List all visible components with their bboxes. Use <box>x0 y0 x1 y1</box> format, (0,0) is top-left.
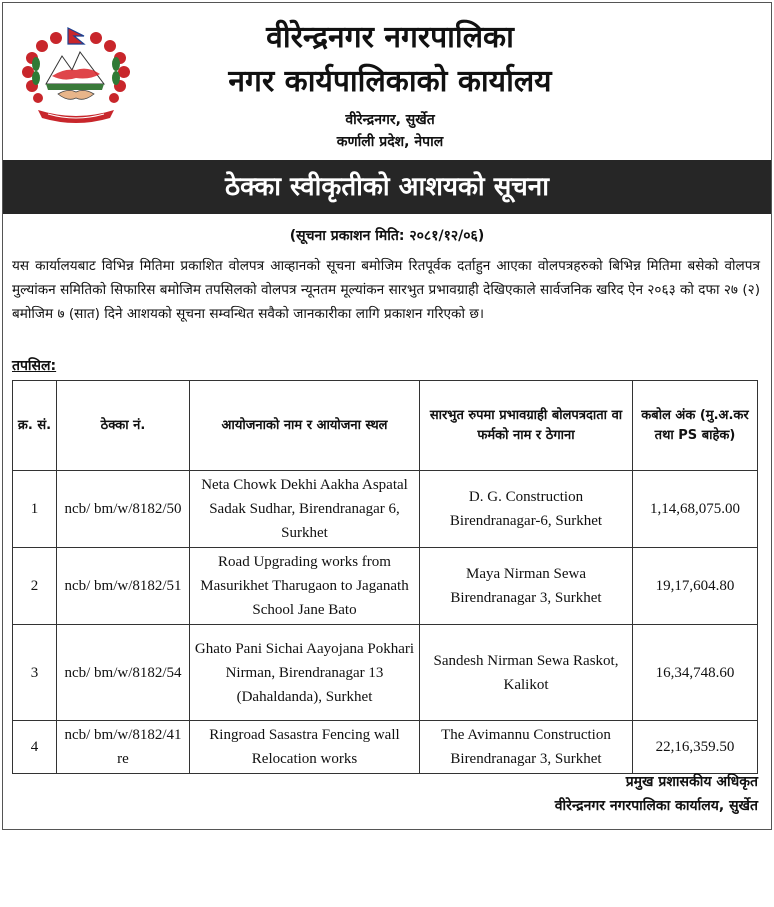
row-sn: 4 <box>13 721 57 774</box>
row-amount: 19,17,604.80 <box>633 548 758 625</box>
row-amount: 1,14,68,075.00 <box>633 471 758 548</box>
header-amount: कबोल अंक (मु.अ.कर तथा PS बाहेक) <box>633 381 758 471</box>
row-bidder: The Avimannu Construction Birendranagar 3, Surkhet <box>420 721 633 774</box>
publication-date: (सूचना प्रकाशन मिति: २०८१/१२/०६) <box>289 228 485 244</box>
office-title-line1: वीरेन्द्रनगर नगरपालिका <box>266 20 514 55</box>
row-bidder: Sandesh Nirman Sewa Raskot, Kalikot <box>420 625 633 721</box>
notice-heading-banner: ठेक्का स्वीकृतीको आशयको सूचना <box>3 160 771 214</box>
row-bidder: D. G. Construction Birendranagar-6, Surkhet <box>420 471 633 548</box>
office-title-line2: नगर कार्यपालिकाको कार्यालय <box>228 64 552 99</box>
notice-body: यस कार्यालयबाट विभिन्न मितिमा प्रकाशित वोलपत्र आव्हानको सूचना बमोजिम रितपूर्वक दर्ताहुन आएका वोलपत्रहरुको बिभिन्न मितिमा बसेको वोलपत्र मुल्यांकन समितिको सिफारिस बमोजिम तपसिलको वोलपत्र न्यूनतम मूल्यांकन सारभुत प्रभावग्राही देखिएकाले सार्वजनिक खरिद ऐन २०६३ को दफा २७ (२) बमोजिम ७ (सात) दिने आशयको सूचना सम्वन्धित सवैको जानकारीका लागि प्रकाशन गरिएको छ। <box>12 258 760 322</box>
table-header-row <box>13 381 758 471</box>
address-line2: कर्णाली प्रदेश, नेपाल <box>336 134 444 150</box>
header-contract-no: ठेक्का नं. <box>57 381 190 471</box>
table-row <box>13 625 758 721</box>
row-project: Ghato Pani Sichai Aayojana Pokhari Nirman, Birendranagar 13 (Dahaldanda), Surkhet <box>190 625 420 721</box>
row-contract-no: ncb/ bm/w/8182/41 re <box>57 721 190 774</box>
schedule-label: तपसिल: <box>12 358 57 374</box>
row-project: Neta Chowk Dekhi Aakha Aspatal Sadak Sudhar, Birendranagar 6, Surkhet <box>190 471 420 548</box>
row-bidder: Maya Nirman Sewa Birendranagar 3, Surkhet <box>420 548 633 625</box>
row-project: Road Upgrading works from Masurikhet Tharugaon to Jaganath School Jane Bato <box>190 548 420 625</box>
row-amount: 22,16,359.50 <box>633 721 758 774</box>
nepal-government-emblem-icon <box>18 26 134 126</box>
table-row <box>13 471 758 548</box>
header-project: आयोजनाको नाम र आयोजना स्थल <box>190 381 420 471</box>
signatory-title: प्रमुख प्रशासकीय अधिकृत <box>625 774 758 790</box>
table-row <box>13 548 758 625</box>
row-contract-no: ncb/ bm/w/8182/51 <box>57 548 190 625</box>
row-contract-no: ncb/ bm/w/8182/54 <box>57 625 190 721</box>
row-amount: 16,34,748.60 <box>633 625 758 721</box>
signatory-office: वीरेन्द्रनगर नगरपालिका कार्यालय, सुर्खेत <box>554 798 758 814</box>
header-sn: क्र. सं. <box>13 381 57 471</box>
header-bidder: सारभुत रुपमा प्रभावग्राही बोलपत्रदाता वा फर्मको नाम र ठेगाना <box>420 381 633 471</box>
row-sn: 3 <box>13 625 57 721</box>
table-row <box>13 721 758 774</box>
row-sn: 2 <box>13 548 57 625</box>
row-project: Ringroad Sasastra Fencing wall Relocation works <box>190 721 420 774</box>
row-sn: 1 <box>13 471 57 548</box>
address-line1: वीरेन्द्रनगर, सुर्खेत <box>345 112 435 128</box>
contract-table <box>12 380 758 774</box>
row-contract-no: ncb/ bm/w/8182/50 <box>57 471 190 548</box>
